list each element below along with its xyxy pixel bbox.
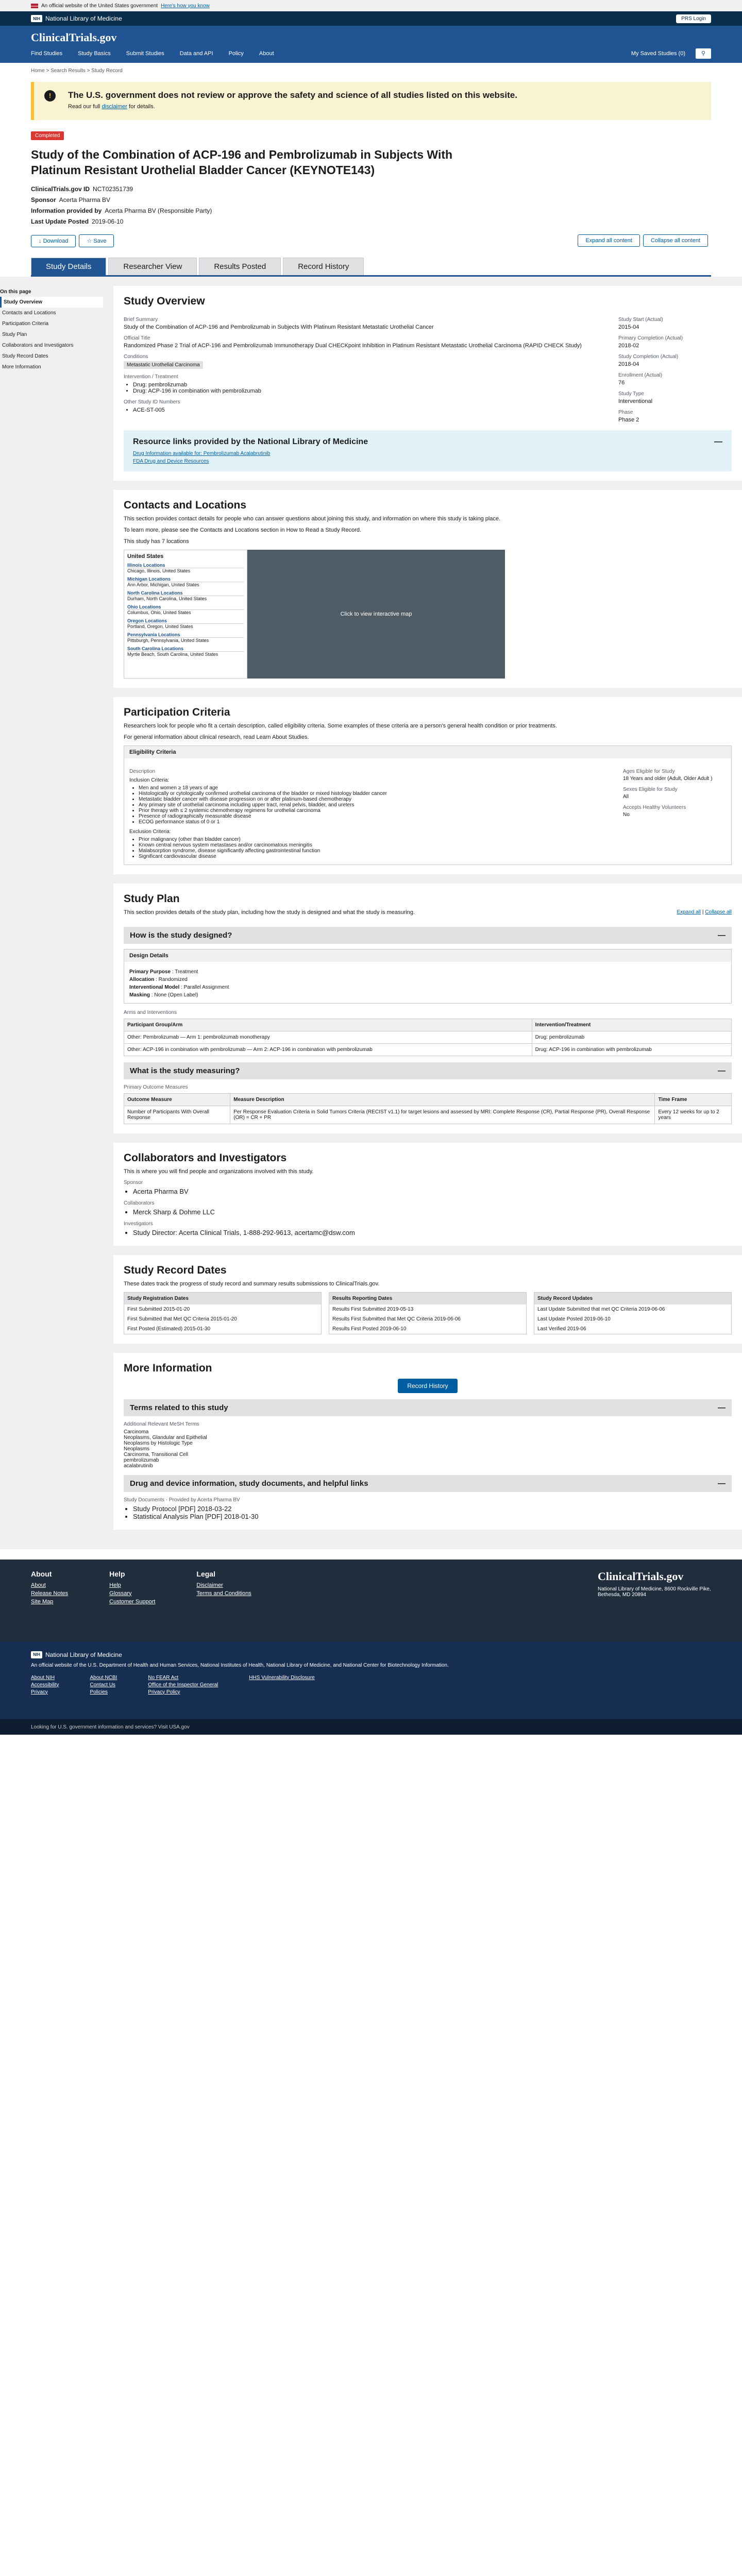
box-title: Eligibility Criteria [129,749,176,755]
site-footer [0,1560,742,1642]
design-row [129,985,726,990]
nlm-footer-link[interactable]: Contact Us [90,1682,115,1688]
collapse-all-link[interactable]: Collapse all [705,909,732,915]
section-description: Researchers look for people who fit a certain description, called eligibility criteria. Some examples of these criteria are a person's general health condition or prior treatments. [124,722,557,729]
nlm-footer-link[interactable]: Office of the Inspector General [148,1682,218,1688]
terms-list [124,1429,732,1469]
map-viewer[interactable] [247,550,505,679]
nlm-bar [0,11,742,26]
sponsor-value: • Acerta Pharma BV [133,1188,732,1195]
collapse-icon[interactable]: — [714,437,722,446]
mesh-term: Carcinoma, Transitional Cell [124,1451,189,1458]
section-title: Collaborators and Investigators [124,1151,287,1164]
intervention-list [133,382,603,394]
inclusion-item: • Prior therapy with ≤ 2 systemic chemotherapy regimens for urothelial carcinoma [139,808,608,814]
learn-more-text[interactable]: To learn more, please see the Contacts and Locations section in How to Read a Study Record. [124,527,362,533]
side-nav-item[interactable]: Study Record Dates [2,353,48,359]
record-history-button[interactable]: Record History [398,1379,457,1393]
official-title: Randomized Phase 2 Trial of ACP-196 and Pembrolizumab Immunotherapy Dual CHECKpoint Inhibition in Platinum Resistant Metastatic Urothelial Carcinoma (RAPID CHECK Study) [124,342,582,349]
side-nav-heading: On this page [0,289,31,295]
date-column-header: Results Reporting Dates [329,1293,526,1304]
section-title: Contacts and Locations [124,499,247,511]
study-document-link: • Statistical Analysis Plan [PDF] 2018-01-30 [133,1513,732,1520]
general-info[interactable]: For general information about clinical research, read Learn About Studies. [124,734,309,740]
nlm-footer-link[interactable]: HHS Vulnerability Disclosure [249,1674,315,1681]
footer-link[interactable]: Glossary [109,1590,132,1597]
collapse-icon: — [718,930,726,940]
field-label: Additional Relevant MeSH Terms [124,1421,199,1427]
docs-list [133,1505,732,1520]
side-nav-item[interactable]: Contacts and Locations [2,310,56,316]
location-state[interactable]: Michigan Locations [127,577,244,582]
table-cell: Other: Pembrolizumab — Arm 1: pembrolizumab monotherapy [124,1031,532,1043]
table-cell: Drug: pembrolizumab [532,1031,731,1043]
map-label: Click to view interactive map [340,611,412,617]
fact-value: 2018-02 [618,342,639,349]
search-icon[interactable]: ⚲ [696,48,711,59]
field-label: Study Documents [124,1497,164,1503]
exclusion-list [139,837,608,859]
footer-address: National Library of Medicine, 8600 Rockville Pike, Bethesda, MD 20894 [598,1586,711,1598]
meta-value: Acerta Pharma BV [59,196,111,204]
measure-accordion[interactable]: What is the study measuring? — [124,1062,732,1079]
nlm-footer-link[interactable]: Privacy [31,1689,48,1695]
date-row: First Posted (Estimated) 2015-01-30 [127,1326,211,1332]
footer-link[interactable]: Help [109,1582,121,1588]
date-row: Results First Submitted that Met QC Criteria 2019-06-06 [332,1316,461,1322]
nlm-logo[interactable] [31,15,122,22]
exclusion-item: • Malabsorption syndrome, disease significantly affecting gastrointestinal function [139,848,608,854]
resource-links-box [124,430,732,471]
field-label: Other Study ID Numbers [124,399,180,405]
location-state[interactable]: North Carolina Locations [127,590,244,596]
exclusion-item: • Prior malignancy (other than bladder cancer) [139,837,608,842]
expand-all-button[interactable]: Expand all content [578,234,640,247]
tab-researcher-view[interactable]: Researcher View [108,258,197,275]
field-label: Collaborators [124,1200,155,1206]
meta-value: NCT02351739 [93,185,133,193]
design-value: : Parallel Assignment [179,984,229,990]
exclusion-item: • Known central nervous system metastases and/or carcinomatous meningitis [139,842,608,848]
field-label: Arms and Interventions [124,1009,177,1015]
footer-brand[interactable]: ClinicalTrials.gov [598,1569,684,1583]
arms-table [124,1019,732,1056]
inclusion-item: • ECOG performance status of 0 or 1 [139,819,608,825]
fact-value: Phase 2 [618,416,639,423]
collaborator-value: • Merck Sharp & Dohme LLC [133,1208,732,1216]
fact-value: Interventional [618,398,653,404]
side-nav-item[interactable]: Study Overview [0,297,103,308]
participation-section [113,697,742,874]
warning-title: The U.S. government does not review or approve the safety and science of all studies listed on this website. [68,90,517,100]
date-row: Results First Posted 2019-06-10 [332,1326,407,1332]
footer-heading: About [31,1569,52,1578]
field-label: Intervention / Treatment [124,374,178,380]
design-label: Masking [129,992,150,998]
main-nav [31,48,711,59]
location-city: Columbus, Ohio, United States [127,609,191,615]
design-label: Primary Purpose [129,969,171,975]
collaborators-section [113,1143,742,1246]
resource-link[interactable]: FDA Drug and Device Resources [133,458,209,464]
nav-item-4[interactable]: Policy [228,50,244,57]
nav-item-3[interactable]: Data and API [179,50,213,57]
fact-label: Enrollment (Actual) [618,372,663,378]
field-label: Conditions [124,353,148,360]
study-document-link: • Study Protocol [PDF] 2018-03-22 [133,1505,732,1513]
design-row [129,969,726,975]
docs-provider: Provided by Acerta Pharma BV [168,1497,240,1503]
inclusion-list [139,785,608,825]
exclusion-item: • Significant cardiovascular disease [139,854,608,859]
study-meta [31,185,711,225]
date-row: Last Verified 2019-06 [537,1326,586,1332]
fact-label: Sexes Eligible for Study [623,786,678,792]
saved-studies-link[interactable]: My Saved Studies (0) [631,50,685,57]
intervention-item: • Drug: pembrolizumab [133,382,603,388]
nih-logo-icon: NIH [31,15,42,22]
field-label: Description [129,768,156,774]
location-state[interactable]: South Carolina Locations [127,646,244,652]
meta-label: Sponsor [31,196,56,204]
content-area [0,277,742,1549]
design-row [129,977,726,982]
design-details-box [124,949,732,1004]
location-city: Pittsburgh, Pennsylvania, United States [127,637,209,643]
field-label: Investigators [124,1221,153,1227]
collapse-icon: — [718,1403,726,1412]
date-column-header: Study Registration Dates [124,1293,321,1304]
nav-item-5[interactable]: About [259,50,274,57]
inclusion-item: • Histologically or cytologically confirmed urothelial carcinoma of the bladder or mixed histology bladder cancer [139,791,608,796]
inclusion-item: • Any primary site of urothelial carcinoma including upper tract, renal pelvis, bladder, and ureters [139,802,608,808]
fact-label: Accepts Healthy Volunteers [623,804,686,810]
nlm-footer-link[interactable]: About NIH [31,1674,55,1681]
section-description: This section provides details of the study plan, including how the study is designed and what the study is measuring. [124,909,415,916]
nlm-footer-intro: An official website of the U.S. Department of Health and Human Services, National Institutes of Health, National Library of Medicine, and National Center for Biotechnology Information. [31,1662,449,1668]
site-title[interactable]: ClinicalTrials.gov [31,31,117,44]
location-state[interactable]: Pennsylvania Locations [127,632,244,638]
date-row: Last Update Submitted that met QC Criteria 2019-06-06 [537,1306,665,1312]
nav-item-1[interactable]: Study Basics [78,50,111,57]
table-header: Measure Description [230,1093,655,1106]
location-city: Portland, Oregon, United States [127,623,193,629]
side-nav-item[interactable]: Study Plan [2,331,27,337]
site-header [0,26,742,63]
eligibility-box [124,745,732,865]
page-title: Study of the Combination of ACP-196 and Pembrolizumab in Subjects With Platinum Resistant Urothelial Bladder Cancer (KEYNOTE143) [31,148,453,177]
footer-link[interactable]: Terms and Conditions [196,1590,251,1597]
collapse-icon: — [718,1479,726,1488]
date-row: First Submitted 2015-01-20 [127,1306,190,1312]
location-count: This study has 7 locations [124,538,189,545]
overview-facts [618,312,732,423]
inclusion-heading: Inclusion Criteria: [129,777,170,783]
docs-accordion[interactable]: Drug and device information, study documents, and helpful links — [124,1475,732,1492]
collapse-all-button[interactable]: Collapse all content [643,234,708,247]
warning-text: Read our full disclaimer for details. [68,104,155,110]
fact-value: All [623,793,629,800]
fact-value: 2015-04 [618,324,639,330]
section-description: This section provides contact details for people who can answer questions about joining this study, and information on where this study is taking place. [124,515,501,522]
location-list [124,550,247,679]
nlm-footer-link[interactable]: Accessibility [31,1682,59,1688]
side-nav-item[interactable]: More Information [2,364,41,370]
tab-bar [31,258,711,277]
fact-value: No [623,811,630,818]
disclaimer-warning [31,82,711,120]
country-heading: United States [127,553,164,560]
warning-icon: ! [44,90,56,101]
meta-line [31,196,711,204]
design-label: Allocation [129,976,155,982]
location-city: Myrtle Beach, South Carolina, United States [127,651,218,657]
date-column [124,1292,322,1334]
save-button[interactable]: ☆ Save [79,234,114,247]
tab-study-details[interactable]: Study Details [31,258,106,275]
tab-record-history[interactable]: Record History [283,258,364,275]
expand-all-link[interactable]: Expand all [677,909,701,915]
section-title: More Information [124,1362,212,1374]
location-city: Durham, North Carolina, United States [127,596,207,601]
meta-line [31,207,711,214]
nav-menu [31,50,274,57]
disclaimer-link[interactable]: disclaimer [102,104,127,110]
status-badge: Completed [31,131,64,140]
section-description: This is where you will find people and organizations involved with this study. [124,1168,314,1175]
study-overview-section [113,286,742,481]
fact-label: Study Completion (Actual) [618,353,679,360]
fact-value: 2018-04 [618,361,639,367]
fact-label: Study Start (Actual) [618,316,663,323]
date-column-header: Study Record Updates [534,1293,731,1304]
table-cell: Other: ACP-196 in combination with pembrolizumab — Arm 2: ACP-196 in combination with pembrolizumab [124,1043,532,1056]
fact-value: 18 Years and older (Adult, Older Adult ) [623,775,713,782]
section-title: Study Record Dates [124,1264,227,1276]
table-header: Participant Group/Arm [124,1019,532,1031]
footer-link[interactable]: About [31,1582,46,1588]
contacts-section [113,490,742,688]
collapse-icon: — [718,1066,726,1075]
meta-line [31,185,711,193]
location-state[interactable]: Illinois Locations [127,563,244,568]
design-list [124,962,731,1003]
footer-column [109,1570,155,1632]
table-header: Time Frame [655,1093,732,1106]
date-row: Results First Submitted 2019-05-13 [332,1306,414,1312]
location-state[interactable]: Oregon Locations [127,618,244,624]
table-row [124,1043,732,1056]
side-nav [0,286,103,1539]
meta-value: Acerta Pharma BV (Responsible Party) [105,207,212,214]
footer-column [196,1570,251,1632]
section-title: Participation Criteria [124,706,230,718]
footer-heading: Legal [196,1569,215,1578]
meta-value: 2019-06-10 [92,217,124,225]
date-row: First Submitted that Met QC Criteria 2015-01-20 [127,1316,237,1322]
more-info-section: More Information Record History Terms related to this study — Additional Relevant MeSH Terms Carcinoma Neoplasms, Glandular and Epithelial Neoplasms by Histologic Type Neoplasms Carcinoma, Transitional Cell pembrolizumab acalabrutinib Drug and device information, study documents, and helpful links — Study Documents · Provided by Acerta Pharma BV • Study Protocol [PDF] 2018-03-22 • Statistical Analysis Plan [PDF] 2018-01-30 [113,1353,742,1530]
mesh-term: Neoplasms by Histologic Type [124,1440,193,1446]
meta-label: Information provided by [31,207,102,214]
mesh-term: Neoplasms [124,1446,150,1452]
section-title: Study Overview [124,295,205,307]
meta-label: Last Update Posted [31,217,89,225]
fact-value: 76 [618,379,625,386]
study-plan-section: Study Plan This section provides details of the study plan, including how the study is designed and what the study is measuring. Expand all | Collapse all How is the study designed? — Design Details Primary Purpose : Treatment Allocation : Randomized Interventional Model : Parallel Assignment Masking : None (Open Label) Arms and Interventions Participant Group/Arm Intervention/Treatment Other: Pembrolizumab — Arm 1: pembrolizumab monotherapy Drug: pembrolizumab Other: ACP-196 in combination with pembrolizumab — Arm 2: ACP-196 in combination with pembrolizumab Drug: ACP-196 in combination with pembrolizumab What is the study measuring? — Primary Outcome Measures Outcome Measure Measure Description Time Frame Number of Participants With Overall Response Per Response Evaluation Criteria in Solid Tumors Criteria (RECIST v1.1) for target lesions and assessed by MRI: Complete Response (CR), Partial Response (PR), Overall Response (OR) = CR + PR Every 12 weeks for up to 2 years [113,884,742,1133]
location-city: Ann Arbor, Michigan, United States [127,582,199,587]
box-title: Design Details [129,952,168,959]
record-dates-section [113,1255,742,1344]
nlm-name: National Library of Medicine [45,1651,122,1658]
side-nav-item[interactable]: Participation Criteria [2,320,49,327]
fact-label: Primary Completion (Actual) [618,335,683,341]
location-city: Chicago, Illinois, United States [127,568,191,573]
resource-link[interactable]: Drug Information available for: Pembrolizumab Acalabrutinib [133,450,271,456]
field-label: Brief Summary [124,316,158,323]
nlm-link-column [31,1673,59,1695]
gov-banner [0,0,742,11]
table-cell: Number of Participants With Overall Response [124,1106,230,1124]
footer-link[interactable]: Release Notes [31,1590,69,1597]
breadcrumb[interactable]: Home > Search Results > Study Record [31,68,123,74]
table-header: Intervention/Treatment [532,1019,731,1031]
nlm-footer [0,1642,742,1719]
mesh-term: acalabrutinib [124,1463,153,1469]
section-title: Study Plan [124,892,180,905]
footer-link[interactable]: Customer Support [109,1598,156,1605]
design-label: Interventional Model [129,984,180,990]
section-description: These dates track the progress of study record and summary results submissions to ClinicalTrials.gov. [124,1280,380,1287]
date-row: Last Update Posted 2019-06-10 [537,1316,611,1322]
investigator-value: • Study Director: Acerta Clinical Trials, 1-888-292-9613, acertamc@dsw.com [133,1229,732,1236]
other-id: • ACE-ST-005 [133,407,603,413]
design-value: : Randomized [154,976,188,982]
mesh-term: Neoplasms, Glandular and Epithelial [124,1434,207,1440]
date-column [534,1292,732,1334]
condition-chip[interactable]: Metastatic Urothelial Carcinoma [124,361,203,369]
design-value: : Treatment [171,969,198,975]
date-column [329,1292,527,1334]
table-cell: Per Response Evaluation Criteria in Solid Tumors Criteria (RECIST v1.1) for target lesions and assessed by MRI: Complete Response (CR), Partial Response (PR), Overall Response (OR) = CR + PR [230,1106,655,1124]
fact-label: Study Type [618,391,644,397]
field-label: Official Title [124,335,150,341]
nlm-link-column [90,1673,117,1695]
meta-label: ClinicalTrials.gov ID [31,185,90,193]
intervention-item: • Drug: ACP-196 in combination with pembrolizumab [133,388,603,394]
nlm-footer-link[interactable]: Privacy Policy [148,1689,180,1695]
footer-heading: Help [109,1569,125,1578]
fact-label: Ages Eligible for Study [623,768,675,774]
field-label: Sponsor [124,1179,143,1185]
mesh-term: pembrolizumab [124,1457,159,1463]
meta-line [31,218,711,225]
nlm-name: National Library of Medicine [45,15,122,22]
field-label: Primary Outcome Measures [124,1084,188,1090]
download-button[interactable]: ↓ Download [31,235,76,247]
design-value: : None (Open Label) [150,992,198,998]
usa-gov-link[interactable]: Looking for U.S. government information and services? Visit USA.gov [0,1719,742,1735]
footer-link[interactable]: Site Map [31,1598,54,1605]
brief-summary: Study of the Combination of ACP-196 and Pembrolizumab in Subjects With Platinum Resistant Metastatic Urothelial Cancer [124,324,434,330]
nlm-link-column [148,1673,218,1695]
design-accordion[interactable]: How is the study designed? — [124,927,732,944]
nav-item-2[interactable]: Submit Studies [126,50,164,57]
tab-results-posted[interactable]: Results Posted [199,258,281,275]
gov-banner-link[interactable]: Here's how you know [161,3,210,9]
nlm-link-column [249,1673,314,1695]
eligibility-facts [623,764,726,859]
action-row [31,234,711,255]
nav-item-0[interactable]: Find Studies [31,50,63,57]
nih-logo-icon: NIH [31,1651,42,1658]
table-row [124,1031,732,1043]
gov-banner-text: An official website of the United States government [41,3,158,9]
exclusion-heading: Exclusion Criteria: [129,828,171,835]
us-flag-icon [31,4,38,8]
footer-link[interactable]: Disclaimer [196,1582,223,1588]
terms-accordion[interactable]: Terms related to this study — [124,1399,732,1416]
location-state[interactable]: Ohio Locations [127,604,244,610]
nlm-footer-link[interactable]: Policies [90,1689,108,1695]
prs-login-button[interactable]: PRS Login [676,14,711,23]
resource-title: Resource links provided by the National Library of Medicine [133,437,368,446]
outcome-table [124,1093,732,1124]
table-cell: Drug: ACP-196 in combination with pembrolizumab [532,1043,731,1056]
side-nav-item[interactable]: Collaborators and Investigators [2,342,74,348]
nlm-footer-link[interactable]: No FEAR Act [148,1674,179,1681]
inclusion-item: • Metastatic bladder cancer with disease progression on or after platinum-based chemotherapy [139,796,608,802]
mesh-term: Carcinoma [124,1429,149,1435]
footer-column [31,1570,68,1632]
nlm-footer-link[interactable]: About NCBI [90,1674,117,1681]
inclusion-item: • Men and women ≥ 18 years of age [139,785,608,791]
table-cell: Every 12 weeks for up to 2 years [655,1106,732,1124]
fact-label: Phase [618,409,633,415]
table-header: Outcome Measure [124,1093,230,1106]
design-row [129,992,726,998]
inclusion-item: • Presence of radiographically measurable disease [139,814,608,819]
